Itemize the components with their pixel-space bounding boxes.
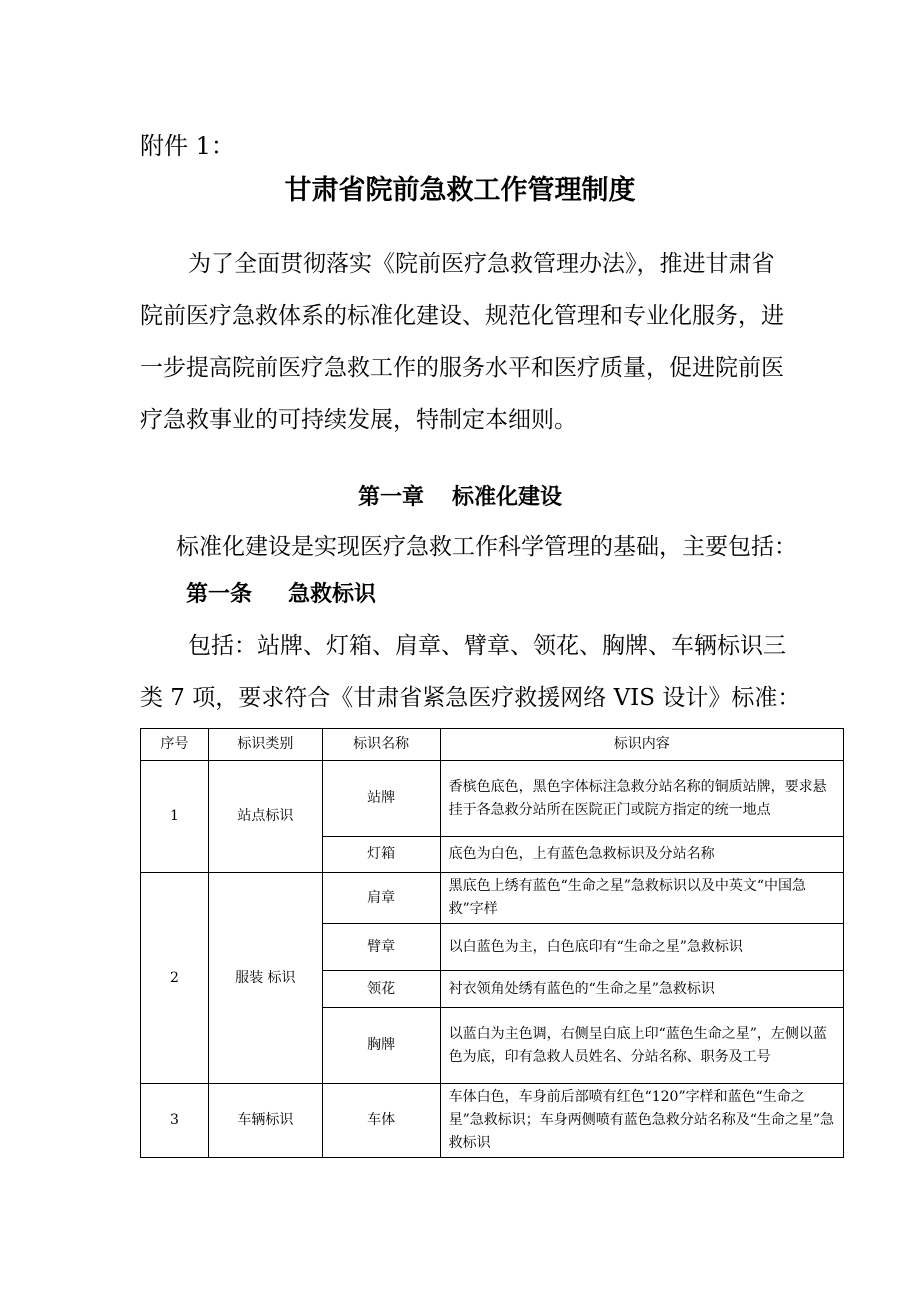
chapter-number: 第一章: [357, 485, 424, 510]
article-heading: [186, 577, 376, 608]
cell-category: 站点标识: [208, 761, 322, 873]
chapter-heading: [0, 480, 920, 511]
article-number: 第一条: [186, 582, 253, 607]
intro-paragraph: [140, 238, 790, 446]
identification-table: [140, 728, 844, 1158]
header-category: 标识类别: [208, 729, 322, 761]
cell-name: 车体: [322, 1084, 440, 1158]
table-header-row: [141, 729, 844, 761]
cell-content: 底色为白色，上有蓝色急救标识及分站名称: [440, 837, 843, 873]
cell-content: 香槟色底色，黑色字体标注急救分站名称的铜质站牌，要求悬挂于各急救分站所在医院正门或院方指定的统一地点: [440, 761, 843, 837]
table-row: [141, 873, 844, 924]
document-title: 甘肃省院前急救工作管理制度: [284, 175, 636, 206]
include-line: 类 7 项，要求符合《甘肃省紧急医疗救援网络 VIS 设计》标准：: [140, 685, 801, 711]
cell-name: 灯箱: [322, 837, 440, 873]
table-row: [141, 761, 844, 837]
attachment-label: 附件 1：: [140, 132, 235, 160]
include-paragraph: [140, 620, 801, 724]
cell-content: 以白蓝色为主，白色底印有“生命之星”急救标识: [440, 924, 843, 971]
cell-name: 臂章: [322, 924, 440, 971]
intro-line: 疗急救事业的可持续发展，特制定本细则。: [140, 407, 577, 433]
header-name: 标识名称: [322, 729, 440, 761]
cell-no: 1: [141, 761, 209, 873]
include-line: 包括：站牌、灯箱、肩章、臂章、领花、胸牌、车辆标识三: [188, 633, 786, 659]
table-row: [141, 1084, 844, 1158]
header-content: 标识内容: [440, 729, 843, 761]
cell-content: 衬衣领角处绣有蓝色的“生命之星”急救标识: [440, 971, 843, 1008]
cell-name: 领花: [322, 971, 440, 1008]
chapter-lead-text: 标准化建设是实现医疗急救工作科学管理的基础，主要包括：: [176, 534, 797, 560]
chapter-name: 标准化建设: [452, 485, 563, 510]
cell-content: 车体白色，车身前后部喷有红色“120”字样和蓝色“生命之星”急救标识；车身两侧喷有蓝色急救分站名称及“生命之星”急救标识: [440, 1084, 843, 1158]
cell-content: 黑底色上绣有蓝色“生命之星”急救标识以及中英文“中国急救”字样: [440, 873, 843, 924]
cell-no: 2: [141, 873, 209, 1084]
article-name: 急救标识: [288, 582, 377, 607]
cell-category: 服装 标识: [208, 873, 322, 1084]
intro-line: 院前医疗急救体系的标准化建设、规范化管理和专业化服务，进: [140, 303, 784, 329]
cell-name: 胸牌: [322, 1008, 440, 1084]
cell-no: 3: [141, 1084, 209, 1158]
header-no: 序号: [141, 729, 209, 761]
intro-line: 一步提高院前医疗急救工作的服务水平和医疗质量，促进院前医: [140, 355, 784, 381]
intro-line: 为了全面贯彻落实《院前医疗急救管理办法》，推进甘肃省: [188, 251, 775, 277]
cell-category: 车辆标识: [208, 1084, 322, 1158]
cell-name: 肩章: [322, 873, 440, 924]
cell-name: 站牌: [322, 761, 440, 837]
cell-content: 以蓝白为主色调，右侧呈白底上印“蓝色生命之星”，左侧以蓝色为底，印有急救人员姓名、分站名称、职务及工号: [440, 1008, 843, 1084]
